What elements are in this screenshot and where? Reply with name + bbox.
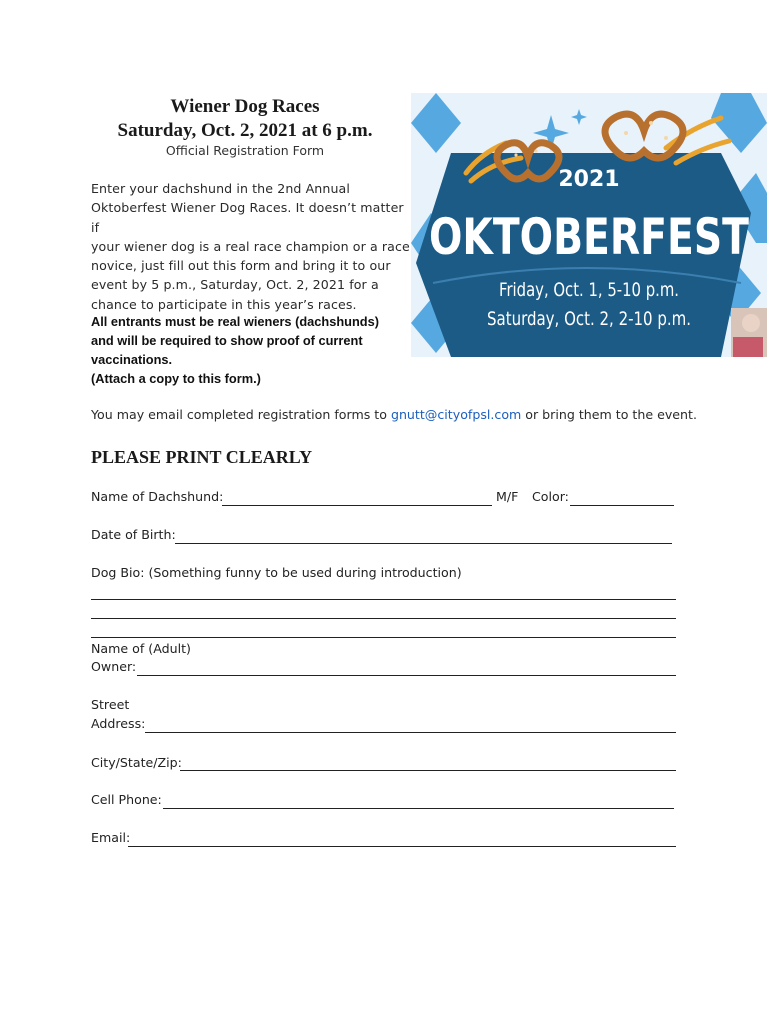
email-link[interactable]: gnutt@cityofpsl.com bbox=[390, 407, 522, 422]
cell-phone-field[interactable] bbox=[163, 808, 674, 809]
email-field[interactable] bbox=[128, 846, 676, 847]
color-field[interactable] bbox=[570, 505, 674, 506]
entrant-notice bbox=[91, 312, 411, 388]
dob-field[interactable] bbox=[175, 543, 672, 544]
dog-name-label: Name of Dachshund: bbox=[91, 489, 224, 504]
city-state-zip-label: City/State/Zip: bbox=[91, 755, 182, 770]
email-label: Email: bbox=[91, 830, 131, 845]
email-instructions bbox=[91, 407, 711, 422]
dog-bio-field-line-2[interactable] bbox=[91, 618, 676, 619]
owner-field[interactable] bbox=[137, 675, 676, 676]
notice-line: vaccinations. bbox=[91, 352, 173, 367]
sex-label: M/F bbox=[496, 489, 519, 504]
form-heading: PLEASE PRINT CLEARLY bbox=[91, 447, 313, 467]
dog-bio-field-line-3[interactable] bbox=[91, 637, 676, 638]
banner-date-friday: Friday, Oct. 1, 5-10 p.m. bbox=[499, 279, 679, 301]
dog-name-field[interactable] bbox=[222, 505, 492, 506]
subtitle: Official Registration Form bbox=[165, 143, 325, 158]
email-text-before: You may email completed registration forms to bbox=[91, 407, 391, 422]
cell-phone-label: Cell Phone: bbox=[91, 792, 162, 807]
title-line-2: Saturday, Oct. 2, 2021 at 6 p.m. bbox=[117, 120, 373, 141]
dob-label: Date of Birth: bbox=[91, 527, 176, 542]
notice-line: and will be required to show proof of current bbox=[91, 333, 363, 348]
street-address-field[interactable] bbox=[145, 732, 676, 733]
street-label-line-2: Address: bbox=[91, 716, 146, 731]
intro-line: event by 5 p.m., Saturday, Oct. 2, 2021 for a bbox=[91, 277, 379, 293]
notice-line: (Attach a copy to this form.) bbox=[91, 371, 261, 386]
intro-paragraph bbox=[91, 179, 411, 314]
oktoberfest-banner bbox=[411, 93, 767, 357]
intro-line: novice, just fill out this form and bring it to our bbox=[91, 258, 391, 274]
intro-line: Enter your dachshund in the 2nd Annual bbox=[91, 181, 350, 196]
email-text-after: or bring them to the event. bbox=[521, 407, 697, 422]
intro-line: Oktoberfest Wiener Dog Races. It doesn’t matter if bbox=[91, 200, 404, 235]
dog-bio-label: Dog Bio: (Something funny to be used during introduction) bbox=[91, 565, 462, 580]
city-state-zip-field[interactable] bbox=[180, 770, 676, 771]
notice-line: All entrants must be real wieners (dachshunds) bbox=[91, 314, 379, 329]
owner-label-line-1: Name of (Adult) bbox=[91, 641, 191, 656]
dog-bio-field-line-1[interactable] bbox=[91, 599, 676, 600]
banner-date-saturday: Saturday, Oct. 2, 2-10 p.m. bbox=[487, 308, 691, 330]
owner-label-line-2: Owner: bbox=[91, 659, 137, 674]
banner-name: OKTOBERFEST bbox=[429, 208, 749, 266]
street-label-line-1: Street bbox=[91, 697, 130, 712]
intro-line: your wiener dog is a real race champion or a race bbox=[91, 238, 410, 254]
color-label: Color: bbox=[532, 489, 569, 504]
banner-graphic bbox=[411, 93, 767, 357]
title-line-1: Wiener Dog Races bbox=[170, 96, 320, 117]
intro-line: chance to participate in this year’s races. bbox=[91, 296, 357, 312]
banner-year: 2021 bbox=[558, 167, 620, 192]
